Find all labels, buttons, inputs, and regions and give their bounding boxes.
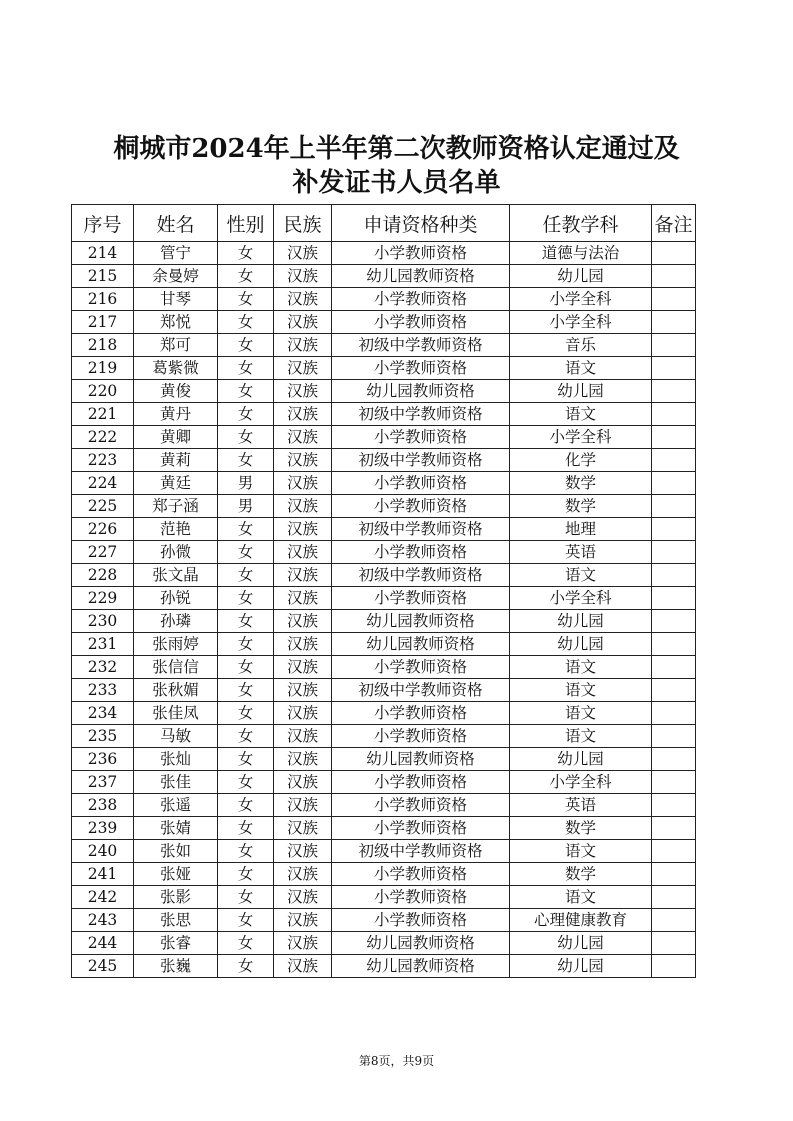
qualification-cell: 小学教师资格 (332, 288, 510, 311)
qualification-cell: 小学教师资格 (332, 725, 510, 748)
seq-cell: 229 (72, 587, 134, 610)
seq-cell: 245 (72, 955, 134, 978)
ethnicity-cell: 汉族 (274, 909, 332, 932)
seq-cell: 217 (72, 311, 134, 334)
remarks-cell (652, 518, 696, 541)
gender-cell: 女 (218, 288, 274, 311)
name-cell: 黄廷 (134, 472, 218, 495)
name-cell: 张巍 (134, 955, 218, 978)
name-cell: 张佳 (134, 771, 218, 794)
header-seq: 序号 (72, 205, 134, 242)
subject-cell: 小学全科 (510, 426, 652, 449)
qualification-cell: 初级中学教师资格 (332, 679, 510, 702)
gender-cell: 女 (218, 265, 274, 288)
subject-cell: 语文 (510, 840, 652, 863)
subject-cell: 音乐 (510, 334, 652, 357)
seq-cell: 225 (72, 495, 134, 518)
ethnicity-cell: 汉族 (274, 265, 332, 288)
ethnicity-cell: 汉族 (274, 541, 332, 564)
seq-cell: 221 (72, 403, 134, 426)
remarks-cell (652, 909, 696, 932)
table-row (72, 288, 696, 311)
subject-cell: 语文 (510, 656, 652, 679)
qualification-cell: 小学教师资格 (332, 702, 510, 725)
gender-cell: 女 (218, 702, 274, 725)
table-header-row (72, 205, 696, 242)
subject-cell: 化学 (510, 449, 652, 472)
ethnicity-cell: 汉族 (274, 472, 332, 495)
table-row (72, 633, 696, 656)
qualification-cell: 小学教师资格 (332, 909, 510, 932)
ethnicity-cell: 汉族 (274, 403, 332, 426)
subject-cell: 语文 (510, 886, 652, 909)
qualification-cell: 小学教师资格 (332, 863, 510, 886)
qualification-cell: 幼儿园教师资格 (332, 955, 510, 978)
name-cell: 孙璘 (134, 610, 218, 633)
subject-cell: 语文 (510, 357, 652, 380)
seq-cell: 234 (72, 702, 134, 725)
qualification-cell: 初级中学教师资格 (332, 334, 510, 357)
subject-cell: 道德与法治 (510, 242, 652, 265)
qualification-cell: 小学教师资格 (332, 242, 510, 265)
page-footer: 第8页，共9页 (358, 1054, 435, 1068)
gender-cell: 女 (218, 794, 274, 817)
qualification-cell: 初级中学教师资格 (332, 564, 510, 587)
ethnicity-cell: 汉族 (274, 955, 332, 978)
gender-cell: 女 (218, 725, 274, 748)
remarks-cell (652, 564, 696, 587)
subject-cell: 数学 (510, 472, 652, 495)
ethnicity-cell: 汉族 (274, 794, 332, 817)
table-row (72, 357, 696, 380)
gender-cell: 女 (218, 863, 274, 886)
qualification-cell: 小学教师资格 (332, 426, 510, 449)
gender-cell: 女 (218, 541, 274, 564)
remarks-cell (652, 679, 696, 702)
name-cell: 张佳凤 (134, 702, 218, 725)
subject-cell: 语文 (510, 725, 652, 748)
name-cell: 张灿 (134, 748, 218, 771)
table-row (72, 748, 696, 771)
gender-cell: 女 (218, 840, 274, 863)
name-cell: 张信信 (134, 656, 218, 679)
gender-cell: 女 (218, 242, 274, 265)
qualification-cell: 小学教师资格 (332, 817, 510, 840)
remarks-cell (652, 656, 696, 679)
seq-cell: 224 (72, 472, 134, 495)
seq-cell: 241 (72, 863, 134, 886)
gender-cell: 女 (218, 518, 274, 541)
ethnicity-cell: 汉族 (274, 357, 332, 380)
header-ethnicity: 民族 (274, 205, 332, 242)
name-cell: 张如 (134, 840, 218, 863)
ethnicity-cell: 汉族 (274, 702, 332, 725)
table-row (72, 679, 696, 702)
table-row (72, 955, 696, 978)
qualification-cell: 小学教师资格 (332, 587, 510, 610)
ethnicity-cell: 汉族 (274, 449, 332, 472)
name-cell: 马敏 (134, 725, 218, 748)
subject-cell: 小学全科 (510, 587, 652, 610)
table-row (72, 909, 696, 932)
qualification-cell: 初级中学教师资格 (332, 518, 510, 541)
seq-cell: 232 (72, 656, 134, 679)
subject-cell: 语文 (510, 403, 652, 426)
subject-cell: 数学 (510, 495, 652, 518)
seq-cell: 220 (72, 380, 134, 403)
table-row (72, 449, 696, 472)
name-cell: 张秋媚 (134, 679, 218, 702)
table-row (72, 472, 696, 495)
header-subject: 任教学科 (510, 205, 652, 242)
gender-cell: 女 (218, 334, 274, 357)
remarks-cell (652, 725, 696, 748)
subject-cell: 幼儿园 (510, 380, 652, 403)
seq-cell: 223 (72, 449, 134, 472)
subject-cell: 数学 (510, 863, 652, 886)
qualification-cell: 小学教师资格 (332, 311, 510, 334)
table-row (72, 817, 696, 840)
name-cell: 孙微 (134, 541, 218, 564)
header-qualification-type: 申请资格种类 (332, 205, 510, 242)
gender-cell: 女 (218, 932, 274, 955)
seq-cell: 240 (72, 840, 134, 863)
remarks-cell (652, 242, 696, 265)
table-row (72, 656, 696, 679)
remarks-cell (652, 472, 696, 495)
table-row (72, 725, 696, 748)
table-row (72, 265, 696, 288)
remarks-cell (652, 357, 696, 380)
remarks-cell (652, 633, 696, 656)
ethnicity-cell: 汉族 (274, 587, 332, 610)
name-cell: 范艳 (134, 518, 218, 541)
name-cell: 管宁 (134, 242, 218, 265)
ethnicity-cell: 汉族 (274, 725, 332, 748)
seq-cell: 237 (72, 771, 134, 794)
name-cell: 黄卿 (134, 426, 218, 449)
ethnicity-cell: 汉族 (274, 863, 332, 886)
document-title-line-2: 补发证书人员名单 (292, 168, 501, 198)
remarks-cell (652, 863, 696, 886)
subject-cell: 小学全科 (510, 311, 652, 334)
remarks-cell (652, 840, 696, 863)
ethnicity-cell: 汉族 (274, 748, 332, 771)
ethnicity-cell: 汉族 (274, 380, 332, 403)
table-row (72, 886, 696, 909)
table-row (72, 794, 696, 817)
ethnicity-cell: 汉族 (274, 633, 332, 656)
gender-cell: 女 (218, 909, 274, 932)
document-title-line-1: 桐城市2024年上半年第二次教师资格认定通过及 (113, 134, 680, 164)
name-cell: 甘琴 (134, 288, 218, 311)
ethnicity-cell: 汉族 (274, 334, 332, 357)
qualification-cell: 小学教师资格 (332, 357, 510, 380)
name-cell: 郑悦 (134, 311, 218, 334)
seq-cell: 227 (72, 541, 134, 564)
remarks-cell (652, 288, 696, 311)
subject-cell: 幼儿园 (510, 748, 652, 771)
remarks-cell (652, 449, 696, 472)
seq-cell: 226 (72, 518, 134, 541)
ethnicity-cell: 汉族 (274, 495, 332, 518)
table-row (72, 702, 696, 725)
qualification-cell: 幼儿园教师资格 (332, 748, 510, 771)
seq-cell: 219 (72, 357, 134, 380)
header-name: 姓名 (134, 205, 218, 242)
table-body (72, 242, 696, 978)
table-row (72, 334, 696, 357)
seq-cell: 233 (72, 679, 134, 702)
name-cell: 张睿 (134, 932, 218, 955)
seq-cell: 222 (72, 426, 134, 449)
subject-cell: 幼儿园 (510, 265, 652, 288)
gender-cell: 女 (218, 817, 274, 840)
remarks-cell (652, 587, 696, 610)
remarks-cell (652, 334, 696, 357)
name-cell: 张遥 (134, 794, 218, 817)
subject-cell: 幼儿园 (510, 610, 652, 633)
ethnicity-cell: 汉族 (274, 518, 332, 541)
table-row (72, 380, 696, 403)
table-row (72, 426, 696, 449)
qualification-cell: 小学教师资格 (332, 794, 510, 817)
qualification-cell: 初级中学教师资格 (332, 449, 510, 472)
remarks-cell (652, 311, 696, 334)
gender-cell: 女 (218, 380, 274, 403)
seq-cell: 235 (72, 725, 134, 748)
qualification-cell: 小学教师资格 (332, 771, 510, 794)
ethnicity-cell: 汉族 (274, 886, 332, 909)
name-cell: 郑子涵 (134, 495, 218, 518)
seq-cell: 239 (72, 817, 134, 840)
table-row (72, 564, 696, 587)
remarks-cell (652, 426, 696, 449)
ethnicity-cell: 汉族 (274, 840, 332, 863)
table-row (72, 311, 696, 334)
ethnicity-cell: 汉族 (274, 610, 332, 633)
seq-cell: 236 (72, 748, 134, 771)
gender-cell: 女 (218, 748, 274, 771)
seq-cell: 244 (72, 932, 134, 955)
seq-cell: 218 (72, 334, 134, 357)
seq-cell: 230 (72, 610, 134, 633)
ethnicity-cell: 汉族 (274, 242, 332, 265)
subject-cell: 数学 (510, 817, 652, 840)
remarks-cell (652, 610, 696, 633)
subject-cell: 语文 (510, 564, 652, 587)
gender-cell: 女 (218, 564, 274, 587)
seq-cell: 243 (72, 909, 134, 932)
name-cell: 郑可 (134, 334, 218, 357)
table-row (72, 863, 696, 886)
remarks-cell (652, 794, 696, 817)
seq-cell: 228 (72, 564, 134, 587)
name-cell: 黄莉 (134, 449, 218, 472)
name-cell: 黄俊 (134, 380, 218, 403)
gender-cell: 女 (218, 311, 274, 334)
name-cell: 张影 (134, 886, 218, 909)
remarks-cell (652, 932, 696, 955)
gender-cell: 女 (218, 587, 274, 610)
table-row (72, 403, 696, 426)
ethnicity-cell: 汉族 (274, 771, 332, 794)
gender-cell: 女 (218, 771, 274, 794)
table-row (72, 610, 696, 633)
qualification-cell: 初级中学教师资格 (332, 403, 510, 426)
table-row (72, 541, 696, 564)
qualification-cell: 小学教师资格 (332, 541, 510, 564)
name-cell: 张思 (134, 909, 218, 932)
subject-cell: 幼儿园 (510, 633, 652, 656)
qualification-cell: 小学教师资格 (332, 472, 510, 495)
remarks-cell (652, 495, 696, 518)
qualification-cell: 幼儿园教师资格 (332, 380, 510, 403)
subject-cell: 语文 (510, 679, 652, 702)
gender-cell: 女 (218, 426, 274, 449)
ethnicity-cell: 汉族 (274, 817, 332, 840)
gender-cell: 女 (218, 403, 274, 426)
name-cell: 张娅 (134, 863, 218, 886)
subject-cell: 英语 (510, 794, 652, 817)
roster-table (71, 204, 696, 978)
header-remarks: 备注 (652, 205, 696, 242)
remarks-cell (652, 748, 696, 771)
remarks-cell (652, 380, 696, 403)
seq-cell: 238 (72, 794, 134, 817)
table-row (72, 932, 696, 955)
ethnicity-cell: 汉族 (274, 656, 332, 679)
remarks-cell (652, 541, 696, 564)
subject-cell: 语文 (510, 702, 652, 725)
ethnicity-cell: 汉族 (274, 679, 332, 702)
gender-cell: 女 (218, 955, 274, 978)
seq-cell: 242 (72, 886, 134, 909)
seq-cell: 216 (72, 288, 134, 311)
subject-cell: 英语 (510, 541, 652, 564)
gender-cell: 男 (218, 472, 274, 495)
ethnicity-cell: 汉族 (274, 288, 332, 311)
gender-cell: 女 (218, 679, 274, 702)
qualification-cell: 初级中学教师资格 (332, 840, 510, 863)
ethnicity-cell: 汉族 (274, 426, 332, 449)
seq-cell: 214 (72, 242, 134, 265)
remarks-cell (652, 886, 696, 909)
table-row (72, 518, 696, 541)
table-row (72, 587, 696, 610)
qualification-cell: 幼儿园教师资格 (332, 610, 510, 633)
name-cell: 孙锐 (134, 587, 218, 610)
table-row (72, 495, 696, 518)
gender-cell: 女 (218, 886, 274, 909)
table-row (72, 771, 696, 794)
qualification-cell: 小学教师资格 (332, 886, 510, 909)
remarks-cell (652, 265, 696, 288)
table-row (72, 242, 696, 265)
qualification-cell: 小学教师资格 (332, 656, 510, 679)
name-cell: 黄丹 (134, 403, 218, 426)
subject-cell: 幼儿园 (510, 955, 652, 978)
remarks-cell (652, 771, 696, 794)
remarks-cell (652, 955, 696, 978)
qualification-cell: 幼儿园教师资格 (332, 265, 510, 288)
name-cell: 葛紫微 (134, 357, 218, 380)
remarks-cell (652, 702, 696, 725)
qualification-cell: 幼儿园教师资格 (332, 633, 510, 656)
qualification-cell: 小学教师资格 (332, 495, 510, 518)
seq-cell: 231 (72, 633, 134, 656)
ethnicity-cell: 汉族 (274, 564, 332, 587)
gender-cell: 男 (218, 495, 274, 518)
gender-cell: 女 (218, 357, 274, 380)
subject-cell: 小学全科 (510, 288, 652, 311)
remarks-cell (652, 403, 696, 426)
name-cell: 余曼婷 (134, 265, 218, 288)
header-gender: 性别 (218, 205, 274, 242)
qualification-cell: 幼儿园教师资格 (332, 932, 510, 955)
name-cell: 张婧 (134, 817, 218, 840)
subject-cell: 心理健康教育 (510, 909, 652, 932)
name-cell: 张文晶 (134, 564, 218, 587)
ethnicity-cell: 汉族 (274, 932, 332, 955)
subject-cell: 小学全科 (510, 771, 652, 794)
gender-cell: 女 (218, 633, 274, 656)
gender-cell: 女 (218, 656, 274, 679)
name-cell: 张雨婷 (134, 633, 218, 656)
subject-cell: 地理 (510, 518, 652, 541)
gender-cell: 女 (218, 449, 274, 472)
table-row (72, 840, 696, 863)
gender-cell: 女 (218, 610, 274, 633)
seq-cell: 215 (72, 265, 134, 288)
subject-cell: 幼儿园 (510, 932, 652, 955)
remarks-cell (652, 817, 696, 840)
ethnicity-cell: 汉族 (274, 311, 332, 334)
